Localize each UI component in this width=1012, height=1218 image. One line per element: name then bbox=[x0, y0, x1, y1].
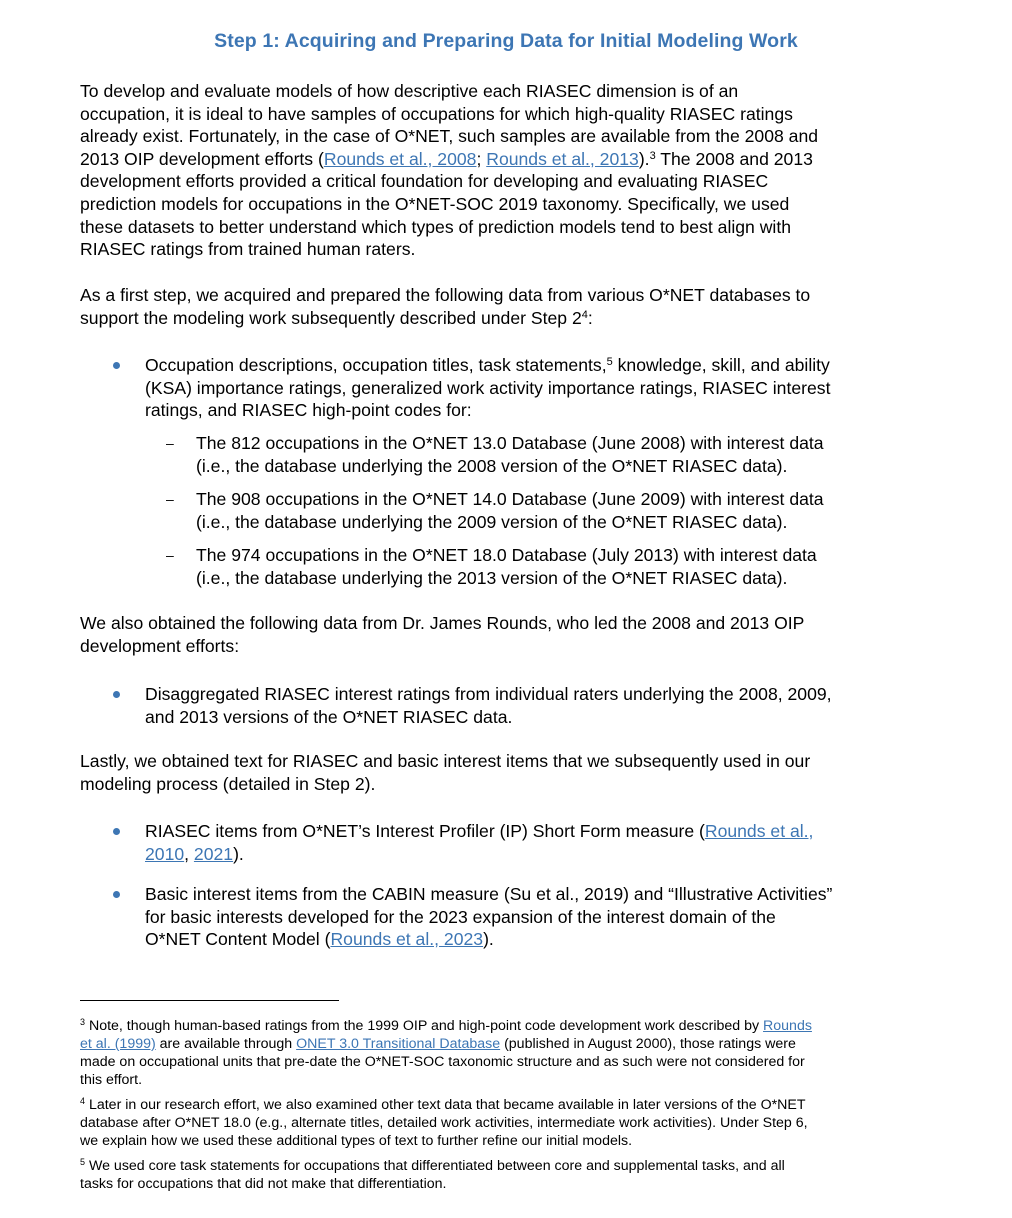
text-line bbox=[80, 148, 940, 171]
citation-link-rounds-2010[interactable]: Rounds et al., bbox=[704, 821, 814, 841]
text-line: ratings, and RIASEC high-point codes for: bbox=[145, 400, 472, 421]
text-line: development efforts provided a critical foundation for developing and evaluating RIASEC bbox=[80, 171, 769, 192]
text-line: made on occupational units that pre-date the O*NET-SOC taxonomic structure and as such were not considered for bbox=[80, 1054, 805, 1070]
text-segment: Note, though human-based ratings from the 1999 OIP and high-point code development work described by bbox=[85, 1018, 764, 1034]
text-segment: : bbox=[587, 307, 593, 328]
dash-icon: – bbox=[166, 547, 174, 563]
text-line bbox=[80, 1096, 920, 1114]
sub-item-text bbox=[196, 544, 956, 589]
footnote-number: 5 bbox=[80, 1157, 86, 1167]
dash-icon: – bbox=[166, 435, 174, 451]
bullet-text bbox=[145, 883, 945, 951]
text-segment: Later in our research effort, we also examined other text data that became available in later versions of the O*NET bbox=[85, 1097, 806, 1113]
text-segment: We used core task statements for occupations that differentiated between core and supplemental tasks, and all bbox=[85, 1158, 785, 1174]
text-segment: , bbox=[184, 843, 194, 864]
first-step-paragraph bbox=[80, 284, 940, 329]
citation-link-rounds-1999-year[interactable]: et al. (1999) bbox=[80, 1036, 156, 1052]
text-segment: RIASEC items from O*NET’s Interest Profiler (IP) Short Form measure ( bbox=[145, 821, 705, 841]
text-line: To develop and evaluate models of how descriptive each RIASEC dimension is of an bbox=[80, 81, 739, 101]
bullet-dot-icon bbox=[113, 828, 120, 835]
text-line: database after O*NET 18.0 (e.g., alternate titles, detailed work activities, intermediate work activities). Under Step 6, bbox=[80, 1115, 808, 1131]
text-segment: ). bbox=[233, 843, 244, 864]
text-line bbox=[80, 307, 940, 330]
sub-item-text bbox=[196, 432, 956, 477]
text-line: (i.e., the database underlying the 2013 version of the O*NET RIASEC data). bbox=[196, 567, 788, 588]
text-line: already exist. Fortunately, in the case of O*NET, such samples are available from the 2008 and bbox=[80, 126, 819, 147]
sub-item-text bbox=[196, 488, 956, 533]
text-line: these datasets to better understand which types of prediction models tend to best align with bbox=[80, 216, 792, 237]
text-line: prediction models for occupations in the O*NET-SOC 2019 taxonomy. Specifically, we used bbox=[80, 193, 790, 214]
text-line: (KSA) importance ratings, generalized work activity importance ratings, RIASEC interest bbox=[145, 377, 831, 398]
footnote-5 bbox=[80, 1157, 920, 1193]
text-segment: ; bbox=[476, 148, 487, 169]
footnote-number: 3 bbox=[80, 1017, 86, 1027]
text-line: The 812 occupations in the O*NET 13.0 Database (June 2008) with interest data bbox=[196, 433, 824, 453]
intro-paragraph bbox=[80, 80, 940, 261]
text-line bbox=[145, 843, 945, 866]
text-line: for basic interests developed for the 2023 expansion of the interest domain of the bbox=[145, 906, 776, 927]
text-line: this effort. bbox=[80, 1072, 143, 1088]
text-segment: 2013 OIP development efforts ( bbox=[80, 148, 324, 169]
bullet-dot-icon bbox=[113, 362, 120, 369]
section-heading: Step 1: Acquiring and Preparing Data for Initial Modeling Work bbox=[214, 30, 798, 52]
footnote-number: 4 bbox=[80, 1096, 86, 1106]
bullet-dot-icon bbox=[113, 691, 120, 698]
text-line: (i.e., the database underlying the 2008 version of the O*NET RIASEC data). bbox=[196, 455, 788, 476]
bullet-dot-icon bbox=[113, 891, 120, 898]
text-segment: Occupation descriptions, occupation titles, task statements, bbox=[145, 355, 607, 375]
text-segment: ). bbox=[483, 929, 494, 950]
text-line bbox=[80, 1035, 920, 1053]
text-line bbox=[145, 354, 945, 377]
text-line: Disaggregated RIASEC interest ratings from individual raters underlying the 2008, 2009, bbox=[145, 684, 832, 704]
text-line bbox=[145, 820, 945, 843]
text-segment: (published in August 2000), those ratings were bbox=[500, 1036, 796, 1052]
bullet-text bbox=[145, 354, 945, 422]
text-line: The 908 occupations in the O*NET 14.0 Database (June 2009) with interest data bbox=[196, 489, 824, 509]
lastly-paragraph bbox=[80, 750, 940, 795]
text-segment: ). bbox=[638, 148, 650, 169]
footnote-separator bbox=[80, 1000, 339, 1001]
citation-link-rounds-1999[interactable]: Rounds bbox=[763, 1018, 812, 1034]
text-segment: O*NET Content Model ( bbox=[145, 929, 331, 950]
rounds-data-paragraph bbox=[80, 612, 940, 657]
text-line: tasks for occupations that did not make that differentiation. bbox=[80, 1176, 447, 1192]
text-line: As a first step, we acquired and prepared the following data from various O*NET databases to bbox=[80, 285, 811, 305]
footnote-4 bbox=[80, 1096, 920, 1150]
footnote-ref-5[interactable]: 5 bbox=[606, 356, 613, 368]
bullet-text bbox=[145, 820, 945, 865]
citation-link-rounds-2013[interactable]: Rounds et al., 2013 bbox=[486, 148, 639, 169]
citation-link-rounds-2021[interactable]: 2021 bbox=[193, 843, 234, 864]
dash-icon: – bbox=[166, 491, 174, 507]
text-line: Lastly, we obtained text for RIASEC and basic interest items that we subsequently used in our bbox=[80, 751, 811, 771]
citation-link-rounds-2010-year[interactable]: 2010 bbox=[145, 843, 185, 864]
footnote-ref-3[interactable]: 3 bbox=[649, 149, 656, 162]
text-segment: support the modeling work subsequently described under Step 2 bbox=[80, 307, 582, 328]
text-line: RIASEC ratings from trained human raters. bbox=[80, 239, 416, 260]
footnote-ref-4[interactable]: 4 bbox=[581, 308, 588, 321]
text-line bbox=[80, 1157, 920, 1175]
citation-link-rounds-2023[interactable]: Rounds et al., 2023 bbox=[330, 929, 484, 950]
text-line: The 974 occupations in the O*NET 18.0 Database (July 2013) with interest data bbox=[196, 545, 817, 565]
text-line bbox=[145, 928, 945, 951]
citation-link-rounds-2008[interactable]: Rounds et al., 2008 bbox=[323, 148, 477, 169]
text-line: modeling process (detailed in Step 2). bbox=[80, 773, 376, 794]
text-line: development efforts: bbox=[80, 635, 240, 656]
bullet-text bbox=[145, 683, 945, 728]
onet-3-transitional-database-link[interactable]: ONET 3.0 Transitional Database bbox=[296, 1036, 501, 1052]
footnote-3 bbox=[80, 1017, 920, 1089]
text-segment: are available through bbox=[155, 1036, 297, 1052]
text-segment: knowledge, skill, and ability bbox=[612, 355, 830, 375]
text-line: occupation, it is ideal to have samples of occupations for which high-quality RIASEC ratings bbox=[80, 103, 793, 124]
text-segment: The 2008 and 2013 bbox=[655, 148, 813, 169]
text-line bbox=[80, 1017, 920, 1035]
text-line: (i.e., the database underlying the 2009 version of the O*NET RIASEC data). bbox=[196, 511, 788, 532]
text-line: and 2013 versions of the O*NET RIASEC data. bbox=[145, 706, 513, 727]
text-line: Basic interest items from the CABIN measure (Su et al., 2019) and “Illustrative Activities” bbox=[145, 884, 833, 904]
text-line: We also obtained the following data from Dr. James Rounds, who led the 2008 and 2013 OIP bbox=[80, 613, 805, 633]
text-line: we explain how we used these additional types of text to further refine our initial models. bbox=[80, 1133, 633, 1149]
